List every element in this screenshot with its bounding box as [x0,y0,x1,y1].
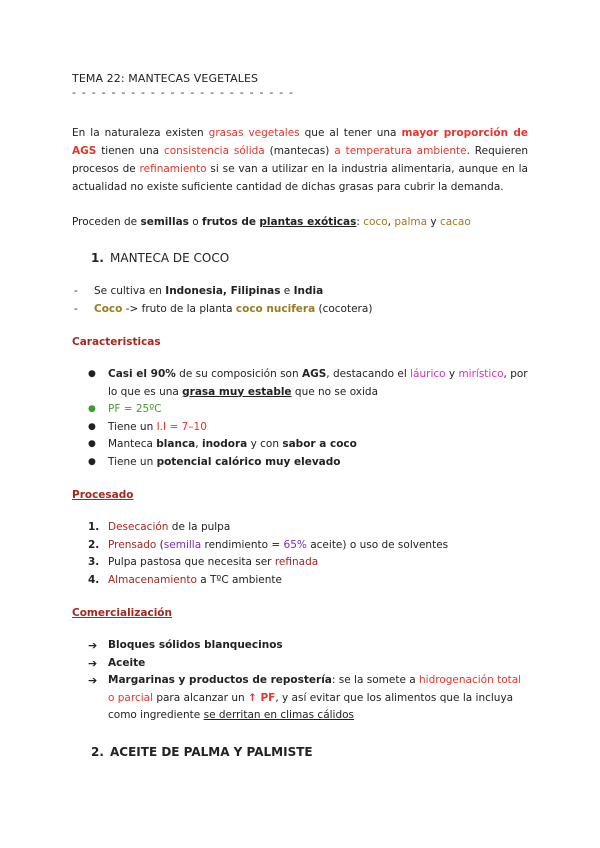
list-item: ➔ Aceite [88,656,146,670]
procesado-list [72,519,528,589]
section-heading-coco: 1. MANTECA DE COCO [91,251,230,265]
list-item: ● Tiene un potencial calórico muy elevado [88,455,341,468]
list-item: ● Tiene un I.I = 7–10 [88,420,207,433]
heading-procesado: Procesado [72,489,134,501]
list-item: ➔ Bloques sólidos blanquecinos [88,639,283,652]
origin-paragraph: Proceden de semillas o frutos de plantas exóticas: coco, palma y cacao [72,216,471,228]
list-item: 3. Pulpa pastosa que necesita ser refinada [88,556,319,568]
heading-comercializacion: Comercialización [72,607,172,619]
heading-caracteristicas: Caracteristicas [72,336,161,348]
list-item: - Coco -> fruto de la planta coco nucifera (cocotera) [74,302,373,315]
doc-title: TEMA 22: MANTECAS VEGETALES [72,72,259,85]
intro-paragraph: En la naturaleza existen grasas vegetales que al tener una mayor proporción de AGS tienen una consistencia sólida (mantecas) a temperatura ambiente. Requieren procesos de refinamiento si se van a utilizar en la industria alimentaria, aunque en la actualidad no existe suficiente cantidad de dichas grasas para cubrir la demanda. [72,127,529,193]
caracteristicas-list [72,366,528,471]
list-item: ● Manteca blanca, inodora y con sabor a coco [88,438,357,450]
list-item: 4. Almacenamiento a TºC ambiente [88,573,282,586]
list-item: 2. Prensado (semilla rendimiento = 65% aceite) o uso de solventes [88,538,449,551]
list-item: ● PF = 25ºC [88,403,162,415]
list-item: ➔ Margarinas y productos de repostería: se la somete a hidrogenación total o parcial para alcanzar un ↑ PF, y así evitar que los alimentos que la incluya como ingrediente se derritan en climas cálidos [88,674,522,721]
coco-origin-list [72,283,528,318]
section-heading-palma: 2. ACEITE DE PALMA Y PALMISTE [91,744,313,759]
comercializacion-list [72,637,528,725]
list-item: ● Casi el 90% de su composición son AGS, destacando el láurico y mirístico, por lo que es una grasa muy estable que no se oxida [88,368,528,398]
title-underline: - - - - - - - - - - - - - - - - - - - - - - - [72,86,295,99]
document-page [72,72,528,760]
list-item: 1. Desecación de la pulpa [88,521,231,533]
list-item: - Se cultiva en Indonesia, Filipinas e India [74,285,324,297]
